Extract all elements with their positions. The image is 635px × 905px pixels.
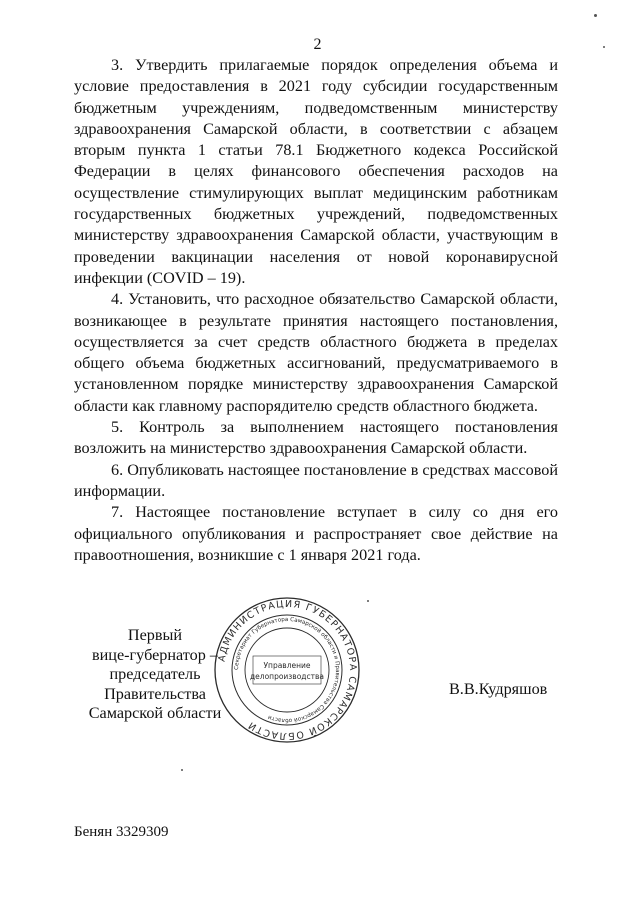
paragraph-7: 7. Настоящее постановление вступает в силу со дня его официального опубликования и распространяет свое действие на правоотношения, возникшие с 1 января 2021 года. (74, 503, 558, 564)
official-stamp (213, 596, 361, 744)
paragraph-5: 5. Контроль за выполнением настоящего постановления возложить на министерство здравоохранения Самарской области. (74, 418, 558, 458)
scan-speck (181, 769, 183, 771)
signatory-title-line: Самарской области (88, 704, 222, 722)
signatory-name: В.В.Кудряшов (449, 680, 548, 698)
document-body (74, 55, 558, 566)
page-number: 2 (313, 36, 322, 53)
stamp-outer-textpath: АДМИНИСТРАЦИЯ ГУБЕРНАТОРА САМАРСКОЙ ОБЛАСТИ (216, 598, 359, 742)
scan-speck (603, 46, 605, 48)
paragraph-3: 3. Утвердить прилагаемые порядок определения объема и условие предоставления в 2021 году субсидии государственным бюджетным учреждениям, подведомственным министерству здравоохранения Самарской области, в соответствии с абзацем вторым пункта 1 статьи 78.1 Бюджетного кодекса Российской Федерации в целях финансового обеспечения расходов на осуществление стимулирующих выплат медицинским работникам государственных бюджетных учреждений, подведомственных министерству здравоохранения Самарской области, участвующим в проведении вакцинации населения от новой коронавирусной инфекции (COVID – 19). (74, 56, 558, 287)
stamp-inner-textpath: Секретариат Губернатора Самарской области и Правительства Самарской области (233, 616, 341, 724)
paragraph-4: 4. Установить, что расходное обязательство Самарской области, возникающее в результате принятия настоящего постановления, осуществляется за счет средств областного бюджета в пределах общего объема бюджетных ассигнований, предусматриваемого в установленном порядке министерству здравоохранения Самарской области как главному распорядителю средств областного бюджета. (74, 290, 558, 415)
signatory-title-line: вице-губернатор – (92, 645, 218, 664)
scan-speck (594, 14, 597, 17)
stamp-center-line1: Управление (263, 661, 311, 670)
signatory-title-line: Первый (127, 626, 183, 644)
signatory-title-line: председатель Правительства (104, 665, 206, 703)
paragraph-6: 6. Опубликовать настоящее постановление в средствах массовой информации. (74, 460, 558, 500)
stamp-center-line2: делопроизводства (249, 672, 325, 681)
scan-speck (367, 600, 369, 602)
executor-note: Бенян 3329309 (74, 824, 169, 840)
